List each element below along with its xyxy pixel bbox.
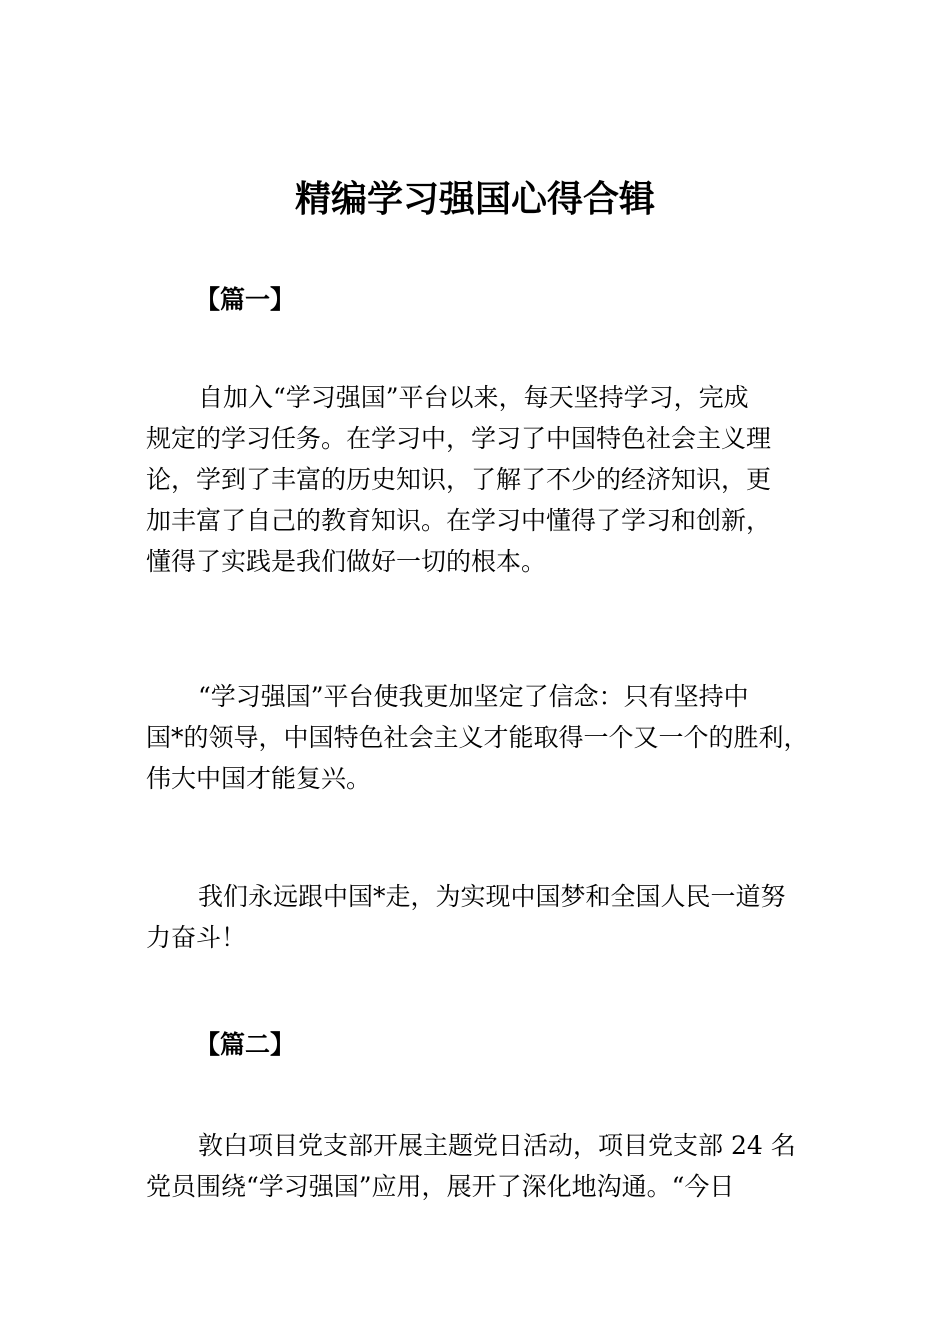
paragraph-line: 我们永远跟中国*走，为实现中国梦和全国人民一道努 — [198, 882, 786, 911]
paragraph-line: 敦白项目党支部开展主题党日活动，项目党支部 24 名 — [198, 1131, 796, 1160]
paragraph-line: 力奋斗！ — [146, 923, 247, 952]
paragraph-line: “学习强国”平台使我更加坚定了信念：只有坚持中 — [198, 682, 749, 711]
paragraph — [146, 1125, 826, 1207]
document-title: 精编学习强国心得合辑 — [294, 179, 655, 220]
paragraph-line: 规定的学习任务。在学习中，学习了中国特色社会主义理 — [146, 424, 772, 453]
paragraph — [146, 377, 826, 582]
paragraph — [146, 676, 826, 799]
paragraph-line: 自加入“学习强国”平台以来，每天坚持学习，完成 — [198, 383, 749, 412]
section-heading-2: 【篇二】 — [195, 1030, 296, 1059]
paragraph-line: 懂得了实践是我们做好一切的根本。 — [146, 547, 547, 576]
section-heading-1: 【篇一】 — [195, 285, 296, 314]
paragraph — [146, 876, 826, 958]
paragraph-line: 论，学到了丰富的历史知识，了解了不少的经济知识，更 — [146, 465, 772, 494]
paragraph-line: 党员围绕“学习强国”应用，展开了深化地沟通。“今日 — [146, 1172, 735, 1201]
paragraph-line: 伟大中国才能复兴。 — [146, 764, 372, 793]
paragraph-line: 国*的领导，中国特色社会主义才能取得一个又一个的胜利， — [146, 723, 809, 752]
paragraph-line: 加丰富了自己的教育知识。在学习中懂得了学习和创新， — [146, 506, 772, 535]
